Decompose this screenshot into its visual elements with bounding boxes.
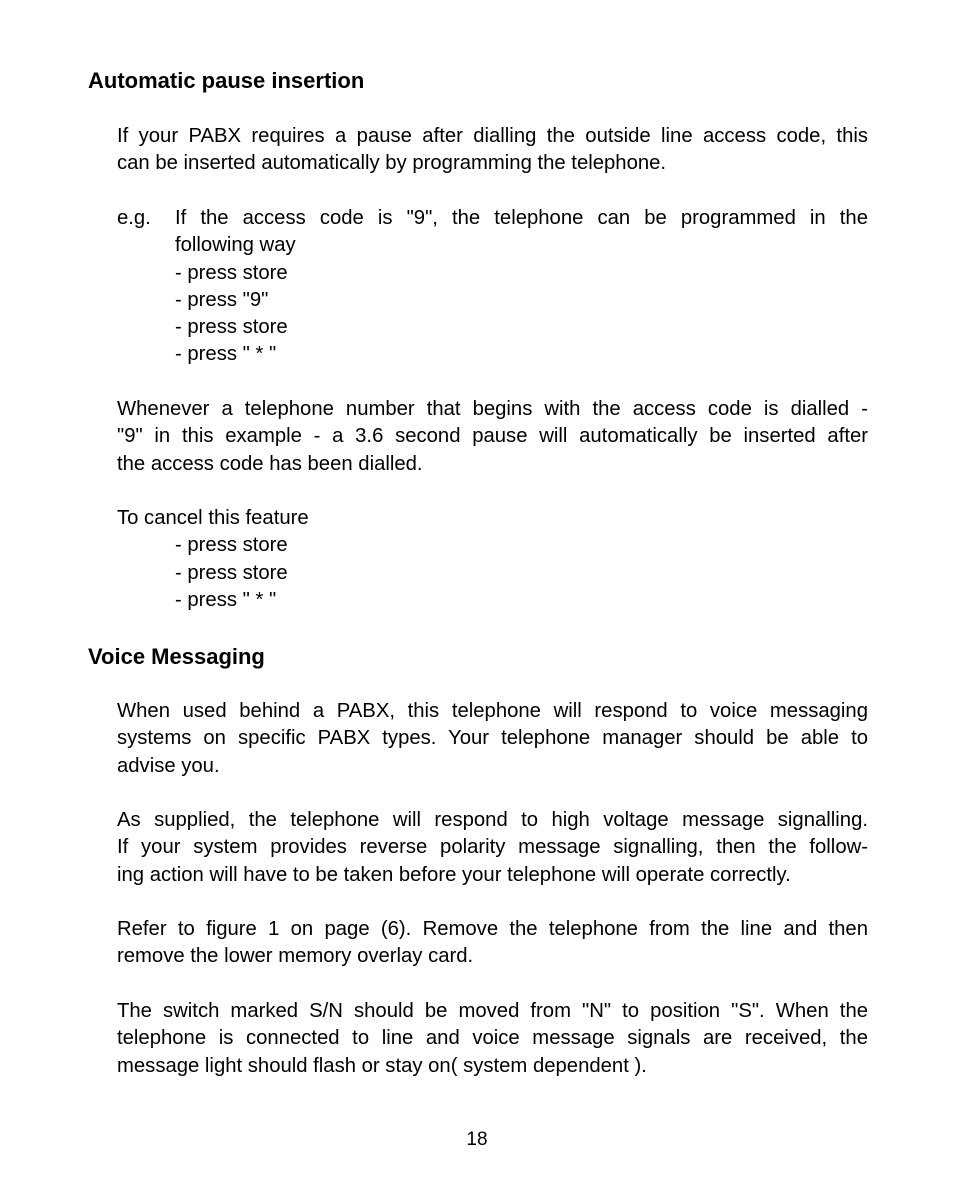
text-line: If your system provides reverse polarity message signalling, then the follow- — [117, 836, 868, 859]
section-heading-voice-messaging: Voice Messaging — [88, 644, 265, 669]
text-line: "9" in this example - a 3.6 second pause will automatically be inserted after — [117, 425, 868, 448]
text-line: can be inserted automatically by programming the telephone. — [117, 152, 667, 175]
text-line: Refer to figure 1 on page (6). Remove the telephone from the line and then — [117, 918, 868, 940]
text-line: following way — [175, 234, 296, 257]
program-step: - press store — [175, 262, 288, 284]
text-line: The switch marked S/N should be moved from "N" to position "S". When the — [117, 1000, 868, 1022]
text-line: As supplied, the telephone will respond to high voltage message signalling. — [117, 809, 868, 831]
program-step: - press " * " — [175, 343, 277, 365]
cancel-step: - press store — [175, 534, 288, 556]
text-line: ing action will have to be taken before your telephone will operate correctly. — [117, 863, 791, 886]
program-step: - press "9" — [175, 289, 269, 311]
example-description — [175, 205, 868, 260]
text-line: message light should flash or stay on( system dependent ). — [117, 1054, 647, 1077]
text-line: remove the lower memory overlay card. — [117, 945, 474, 968]
text-line: telephone is connected to line and voice message signals are received, the — [117, 1027, 868, 1050]
text-line: If your PABX requires a pause after dialling the outside line access code, this — [117, 125, 868, 147]
text-line: If the access code is "9", the telephone can be programmed in the — [175, 207, 868, 229]
voice-paragraph-4 — [117, 998, 868, 1080]
cancel-step: - press " * " — [175, 589, 277, 611]
text-line: When used behind a PABX, this telephone will respond to voice messaging — [117, 700, 868, 722]
intro-paragraph — [117, 123, 868, 178]
voice-paragraph-2 — [117, 807, 868, 889]
text-line: Whenever a telephone number that begins with the access code is dialled - — [117, 398, 868, 420]
text-line: the access code has been dialled. — [117, 452, 423, 475]
cancel-intro: To cancel this feature — [117, 507, 309, 529]
text-line: systems on specific PABX types. Your telephone manager should be able to — [117, 727, 868, 750]
explanation-paragraph — [117, 396, 868, 478]
cancel-step: - press store — [175, 562, 288, 584]
text-line: advise you. — [117, 754, 220, 777]
program-step: - press store — [175, 316, 288, 338]
page-number: 18 — [466, 1129, 488, 1150]
example-label: e.g. — [117, 207, 151, 229]
section-heading-automatic-pause: Automatic pause insertion — [88, 68, 365, 93]
voice-paragraph-1 — [117, 698, 868, 780]
voice-paragraph-3 — [117, 916, 868, 971]
